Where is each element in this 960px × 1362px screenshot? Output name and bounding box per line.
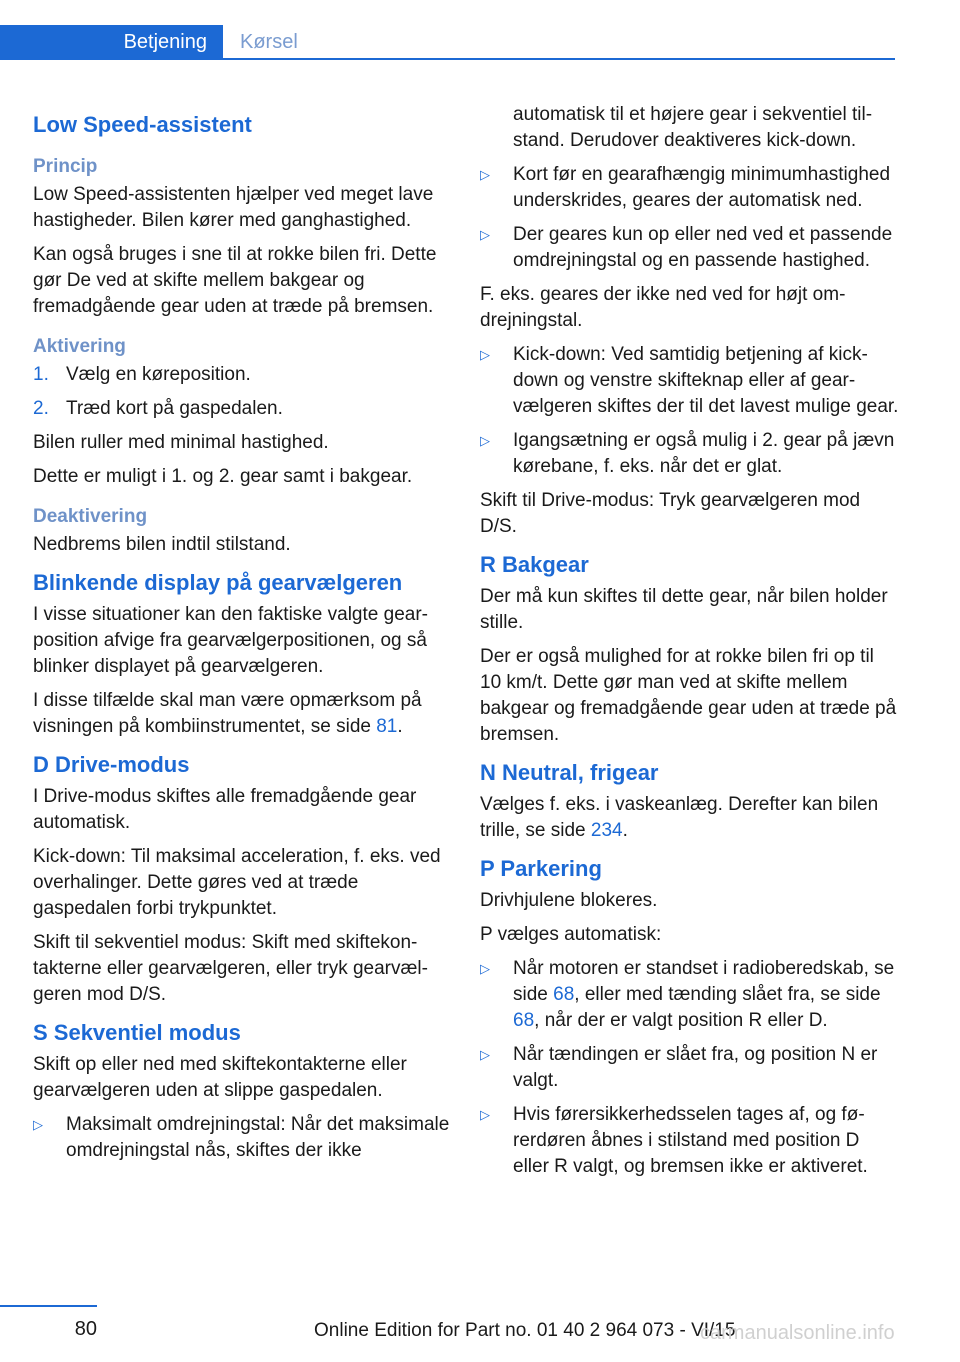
list-item: [480, 956, 900, 1034]
paragraph-text: I disse tilfælde skal man være opmærksom på visningen på kombiinstrumentet, se side: [33, 690, 422, 737]
bullet-list: [480, 342, 900, 480]
paragraph: Low Speed-assistenten hjælper ved meget lave hastigheder. Bilen kører med ganghastighed.: [33, 184, 434, 231]
tab-korsel-label: Kørsel: [240, 31, 298, 53]
header-rule: [223, 58, 895, 60]
list-item: [33, 362, 453, 388]
heading-princip: Princip: [33, 156, 98, 177]
bullet-text-part: Når motoren er standset i radioberedskab, se side: [513, 958, 895, 1005]
header-tabs: [0, 0, 895, 62]
triangle-right-icon: ▷: [480, 961, 490, 976]
bullet-text: Der geares kun op eller ned ved et passende omdrejningstal og en passende hastighed.: [513, 224, 893, 271]
right-column: [480, 100, 900, 1188]
paragraph-text: Vælges f. eks. i vaskeanlæg. Derefter kan bilen trille, se side: [480, 794, 879, 841]
bullet-text: [513, 956, 900, 1034]
page-number: 80: [74, 1318, 97, 1340]
heading-low-speed: Low Speed-assistent: [33, 112, 252, 137]
page-link-81[interactable]: 81: [376, 716, 398, 737]
paragraph: Skift til sekventiel modus: Skift med skiftekontakterne eller gearvælgeren, eller tryk gearvælgeren mod D/S.: [33, 932, 428, 1005]
edition-text: Online Edition for Part no. 01 40 2 964 073 - VI/15: [314, 1320, 736, 1341]
list-item: [480, 222, 900, 274]
tab-betjening-label: Betjening: [123, 31, 207, 53]
left-column: [33, 100, 453, 1172]
watermark: carmanualsonline.info: [700, 1322, 895, 1344]
page-link-68[interactable]: 68: [513, 1010, 535, 1031]
list-item: [480, 162, 900, 214]
bullet-text-part: , når der er valgt position R eller D.: [534, 1010, 828, 1031]
triangle-right-icon: ▷: [480, 1047, 490, 1062]
heading-parkering: P Parkering: [480, 856, 602, 881]
page-link-68[interactable]: 68: [553, 984, 575, 1005]
bullet-list: [33, 1112, 453, 1164]
paragraph: Bilen ruller med minimal hastighed.: [33, 432, 329, 453]
list-item: [33, 396, 453, 422]
paragraph: Der må kun skiftes til dette gear, når bilen holder stille.: [480, 586, 888, 633]
paragraph: Nedbrems bilen indtil stilstand.: [33, 534, 291, 555]
paragraph: Kan også bruges i sne til at rokke bilen fri. Dette gør De ved at skifte mellem bakgear og fremadgående gear uden at træde på bremsen.: [33, 244, 437, 317]
paragraph-text: .: [622, 820, 628, 841]
bullet-text: Igangsætning er også mulig i 2. gear på jævn kørebane, f. eks. når det er glat.: [513, 430, 895, 477]
list-item: [33, 1112, 453, 1164]
bullet-list: [480, 162, 900, 274]
heading-sekventiel-modus: S Sekventiel modus: [33, 1020, 241, 1045]
bullet-text: Når tændingen er slået fra, og position N er valgt.: [513, 1044, 878, 1091]
paragraph: [33, 688, 453, 740]
paragraph: [480, 792, 900, 844]
list-item: [480, 428, 900, 480]
footer-rule: [0, 1305, 97, 1307]
step-number: 1.: [33, 364, 49, 385]
triangle-right-icon: ▷: [480, 1107, 490, 1122]
paragraph: Skift op eller ned med skiftekontakterne eller gearvælgeren uden at slippe gaspedalen.: [33, 1054, 407, 1101]
triangle-right-icon: ▷: [480, 347, 490, 362]
step-text: Vælg en køreposition.: [66, 364, 251, 385]
step-text: Træd kort på gaspedalen.: [66, 398, 283, 419]
bullet-text: Kick-down: Ved samtidig betjening af kickdown og venstre skifteknap eller af gearvælgeren skiftes der til det lavest mulige gear.: [513, 344, 899, 417]
steps-list: [33, 362, 453, 422]
bullet-list: [480, 956, 900, 1180]
heading-bakgear: R Bakgear: [480, 552, 589, 577]
paragraph-text: .: [397, 716, 403, 737]
triangle-right-icon: ▷: [480, 227, 490, 242]
paragraph: Drivhjulene blokeres.: [480, 890, 658, 911]
bullet-continuation: automatisk til et højere gear i sekventiel tilstand. Derudover deaktiveres kick-down.: [513, 104, 873, 151]
paragraph: Der er også mulighed for at rokke bilen fri op til 10 km/t. Dette gør man ved at skifte mellem bakgear og fremadgående gear uden at træde på bremsen.: [480, 646, 897, 745]
bullet-text: Hvis førersikkerhedsselen tages af, og førerdøren åbnes i stilstand med position D eller R valgt, og bremsen ikke er aktiveret.: [513, 1104, 868, 1177]
paragraph: I Drive-modus skiftes alle fremadgående gear automatisk.: [33, 786, 417, 833]
bullet-text: Kort før en gearafhængig minimumhastighed underskrides, geares der automatisk ned.: [513, 164, 891, 211]
triangle-right-icon: ▷: [480, 167, 490, 182]
tab-korsel[interactable]: [240, 25, 298, 60]
list-item: [480, 342, 900, 420]
heading-deaktivering: Deaktivering: [33, 506, 148, 527]
paragraph: Dette er muligt i 1. og 2. gear samt i bakgear.: [33, 466, 413, 487]
bullet-note: F. eks. geares der ikke ned ved for højt omdrejningstal.: [480, 284, 846, 331]
list-item: [480, 1102, 900, 1180]
heading-neutral: N Neutral, frigear: [480, 760, 659, 785]
heading-blinkende-display: Blinkende display på gearvælgeren: [33, 570, 403, 595]
bullet-text-part: , eller med tænding slået fra, se side: [574, 984, 881, 1005]
page-link-234[interactable]: 234: [590, 820, 623, 841]
tab-betjening[interactable]: [0, 25, 223, 60]
list-item: [480, 1042, 900, 1094]
heading-drive-modus: D Drive-modus: [33, 752, 190, 777]
paragraph: Skift til Drive-modus: Tryk gearvælgeren mod D/S.: [480, 490, 861, 537]
bullet-text: Maksimalt omdrejningstal: Når det maksimale omdrejningstal nås, skiftes der ikke: [66, 1114, 450, 1161]
paragraph: I visse situationer kan den faktiske valgte gearposition afvige fra gearvælgerpositionen, og så blinker displayet på gearvælgeren.: [33, 604, 428, 677]
heading-aktivering: Aktivering: [33, 336, 126, 357]
triangle-right-icon: ▷: [33, 1117, 43, 1132]
step-number: 2.: [33, 398, 49, 419]
paragraph: P vælges automatisk:: [480, 924, 662, 945]
triangle-right-icon: ▷: [480, 433, 490, 448]
paragraph: Kick-down: Til maksimal acceleration, f. eks. ved overhalinger. Dette gøres ved at træde gaspedalen forbi trykpunktet.: [33, 846, 441, 919]
